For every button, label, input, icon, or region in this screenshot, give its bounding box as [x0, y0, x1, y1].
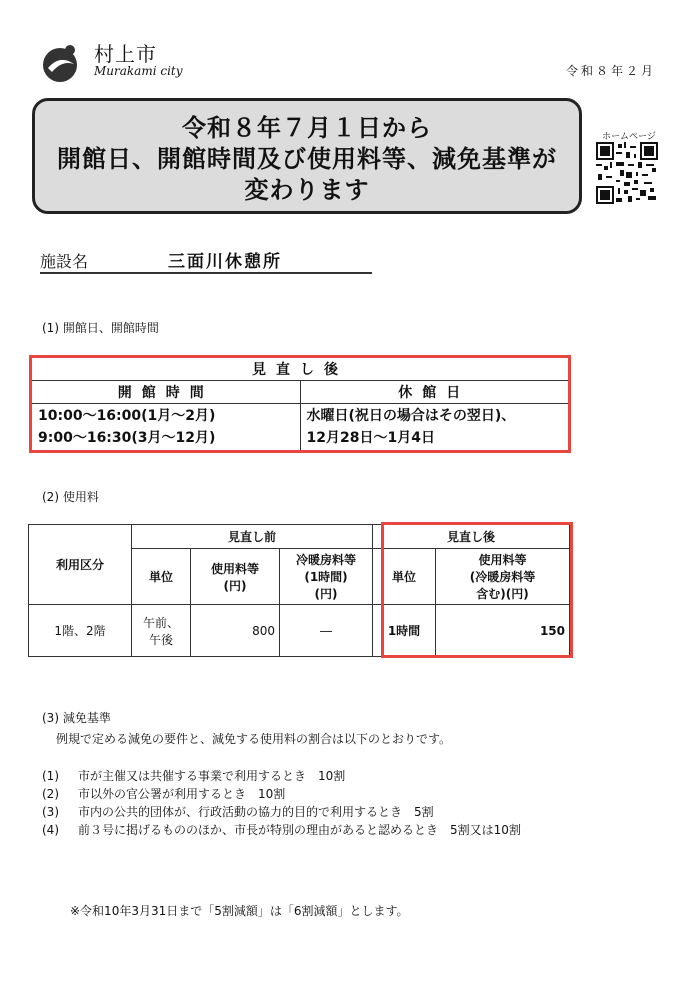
- after-header: 見直し後: [373, 525, 570, 549]
- list-item: [42, 767, 345, 784]
- heating-header-line: (1時間): [304, 570, 348, 584]
- category-header: 利用区分: [29, 525, 132, 605]
- fee-header-line: 使用料等: [210, 561, 259, 576]
- fee-cell: 800: [191, 605, 280, 657]
- list-item: [42, 803, 434, 820]
- opening-hours-cell: [31, 404, 301, 452]
- opening-hours-line: 9:00～16:30(3月～12月): [38, 430, 216, 446]
- list-item-text: 市以外の官公署が利用するとき 10割: [78, 787, 286, 801]
- after-fee-header-line: 含む)(円): [476, 587, 529, 601]
- city-logo-icon: [40, 42, 82, 84]
- opening-hours-header: 開館時間: [31, 381, 301, 404]
- closed-days-line: 水曜日(祝日の場合はその翌日)、: [306, 408, 516, 424]
- list-item-text: 前３号に掲げるもののほか、市長が特別の理由があると認めるとき 5割又は10割: [78, 823, 521, 837]
- list-item-text: 市内の公共的団体が、行政活動の協力的目的で利用するとき 5割: [78, 805, 434, 819]
- after-unit-cell: 1時間: [373, 605, 436, 657]
- closed-days-cell: [300, 404, 570, 452]
- unit-header: 単位: [132, 549, 191, 605]
- section1-heading: (1) 開館日、開館時間: [42, 321, 159, 335]
- footnote: ※令和10年3月31日まで「5割減額」は「6割減額」とします。: [70, 904, 409, 918]
- qr-label: ホームページ: [602, 132, 656, 142]
- after-highlight-box: [381, 522, 573, 658]
- facility-name: 三面川休憩所: [168, 252, 282, 272]
- heating-header-line: 冷暖房料等: [295, 553, 356, 567]
- heating-cell: ―: [280, 605, 373, 657]
- facility-underline: [40, 272, 372, 274]
- section3-intro: 例規で定める減免の要件と、減免する使用料の割合は以下のとおりです。: [56, 732, 452, 746]
- opening-hours-line: 10:00～16:00(1月～2月): [38, 408, 216, 424]
- list-item-number: (3): [42, 805, 59, 819]
- list-item: [42, 821, 521, 838]
- hours-table-header: 見直し後: [31, 357, 570, 381]
- list-item-number: (1): [42, 769, 59, 783]
- qr-code-icon[interactable]: [596, 142, 658, 204]
- city-name-english: Murakami city: [94, 64, 183, 78]
- list-item: [42, 785, 285, 802]
- unit-cell: [132, 605, 191, 657]
- fee-header-line: (円): [223, 578, 247, 593]
- title-line-2: 開館日、開館時間及び使用料等、減免基準が: [57, 145, 557, 173]
- unit-cell-line: 午後: [148, 632, 173, 647]
- issue-date: 令和８年２月: [565, 64, 656, 78]
- closed-days-line: 12月28日～1月4日: [306, 430, 435, 446]
- before-header: 見直し前: [132, 525, 373, 549]
- after-fee-header-line: (冷暖房料等: [469, 570, 536, 584]
- facility-label: 施設名: [40, 252, 89, 271]
- category-cell: 1階、2階: [29, 605, 132, 657]
- list-item-number: (2): [42, 787, 59, 801]
- section2-heading: (2) 使用料: [42, 490, 99, 504]
- section3-heading: (3) 減免基準: [42, 711, 111, 725]
- fee-header: [191, 549, 280, 605]
- after-fee-cell: 150: [436, 605, 570, 657]
- heating-header: [280, 549, 373, 605]
- unit-cell-line: 午前、: [142, 615, 179, 630]
- closed-days-header: 休館日: [300, 381, 570, 404]
- title-line-3: 変わります: [244, 176, 370, 204]
- list-item-text: 市が主催又は共催する事業で利用するとき 10割: [78, 769, 346, 783]
- hours-table: [29, 355, 571, 453]
- list-item-number: (4): [42, 823, 59, 837]
- title-line-1: 令和８年７月１日から: [182, 114, 432, 142]
- title-box: [32, 98, 582, 214]
- heating-header-line: (円): [314, 587, 338, 601]
- city-name: 村上市: [94, 42, 157, 66]
- after-fee-header-line: 使用料等: [478, 553, 527, 567]
- after-unit-header: 単位: [373, 549, 436, 605]
